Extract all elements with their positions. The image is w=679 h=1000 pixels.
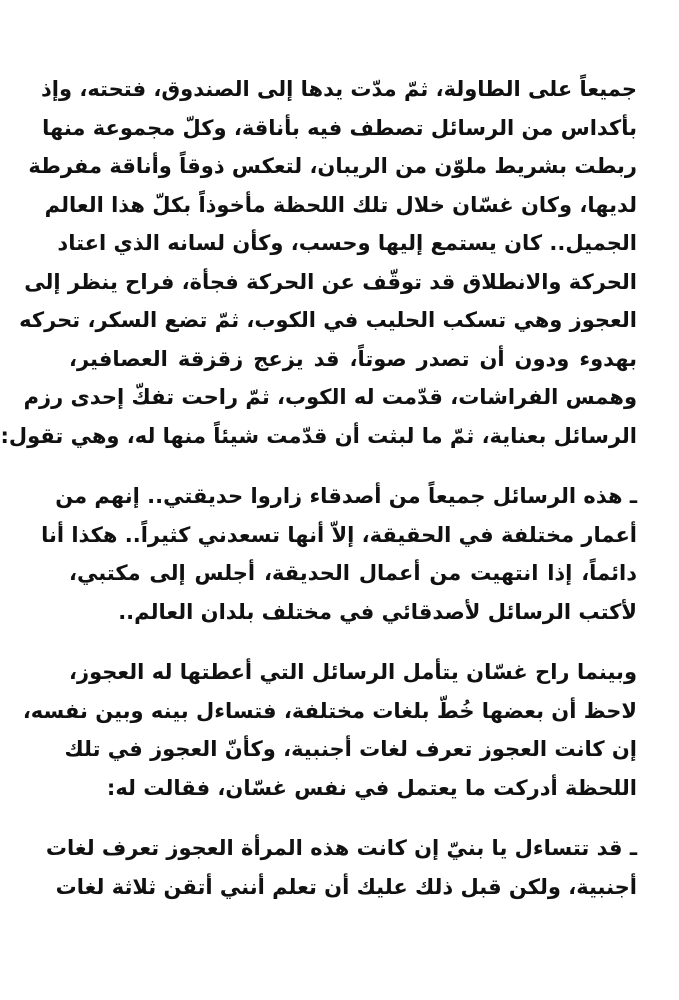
text-line: الحركة والانطلاق قد توقّف عن الحركة فجأة، فراح ينظر إلى xyxy=(24,269,637,294)
text-line: الرسائل بعناية، ثمّ ما لبثت أن قدّمت شيئاً منها له، وهي تقول: xyxy=(0,423,637,448)
text-line: جميعاً على الطاولة، ثمّ مدّت يدها إلى الصندوق، فتحته، وإذ xyxy=(41,77,637,101)
text-line: العجوز وهي تسكب الحليب في الكوب، ثمّ تضع السكر، تحركه xyxy=(19,308,637,332)
text-line: إن كانت العجوز تعرف لغات أجنبية، وكأنّ العجوز في تلك xyxy=(64,737,637,761)
text-line: الجميل.. كان يستمع إليها وحسب، وكأن لسانه الذي اعتاد xyxy=(57,231,637,255)
paragraph-4 xyxy=(45,829,637,906)
paragraph-1 xyxy=(0,70,637,455)
text-line: لأكتب الرسائل لأصدقائي في مختلف بلدان العالم.. xyxy=(118,599,637,624)
paragraph-2 xyxy=(41,477,637,631)
text-line: بأكداس من الرسائل تصطف فيه بأناقة، وكلّ مجموعة منها xyxy=(42,115,637,140)
text-line: وهمس الفراشات، قدّمت له الكوب، ثمّ راحت تفكّ إحدى رزم xyxy=(23,385,637,409)
text-line: ـ قد تتساءل يا بنيّ إن كانت هذه المرأة العجوز تعرف لغات xyxy=(45,836,637,860)
text-line: أجنبية، ولكن قبل ذلك عليك أن تعلم أنني أتقن ثلاثة لغات xyxy=(55,874,637,899)
paragraph-3 xyxy=(22,653,637,807)
text-line: بهدوء ودون أن تصدر صوتاً، قد يزعج زقزقة العصافير، xyxy=(69,346,637,371)
text-line: لديها، وكان غسّان خلال تلك اللحظة مأخوذاً بكلّ هذا العالم xyxy=(44,192,637,217)
text-line: أعمار مختلفة في الحقيقة، إلاّ أنها تسعدني كثيراً.. هكذا أنا xyxy=(41,522,637,547)
text-line: دائماً، إذا انتهيت من أعمال الحديقة، أجلس إلى مكتبي، xyxy=(69,561,637,585)
text-line: وبينما راح غسّان يتأمل الرسائل التي أعطتها له العجوز، xyxy=(69,660,637,684)
text-line: ـ هذه الرسائل جميعاً من أصدقاء زاروا حديقتي.. إنهم من xyxy=(55,484,637,508)
text-line: اللحظة أدركت ما يعتمل في نفس غسّان، فقالت له: xyxy=(106,775,637,800)
book-page xyxy=(0,70,637,928)
text-line: لاحظ أن بعضها خُطّ بلغات مختلفة، فتساءل بينه وبين نفسه، xyxy=(22,698,637,723)
text-line: ربطت بشريط ملوّن من الريبان، لتعكس ذوقاً وأناقة مفرطة xyxy=(28,154,637,178)
